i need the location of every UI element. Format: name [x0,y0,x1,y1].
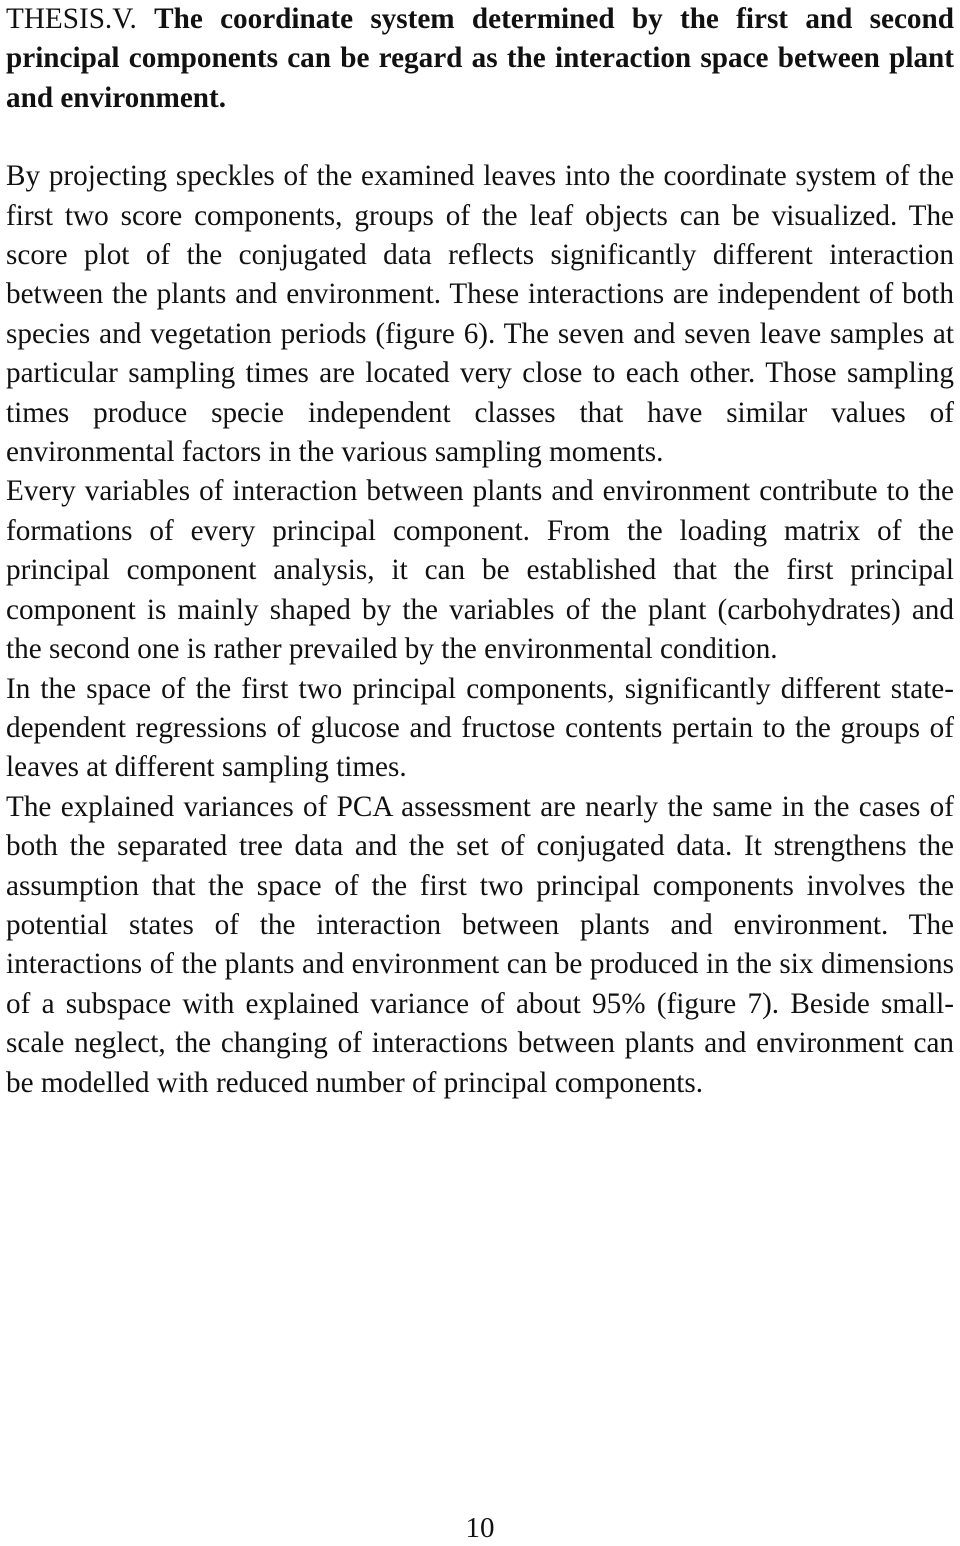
paragraph-4: The explained variances of PCA assessment are nearly the same in the cases of both the separated tree data and the set of conjugated data. It strengthens the assumption that the space of the first two principal components involves the potential states of the interaction between plants and environment. The interactions of the plants and environment can be produced in the six dimensions of a subspace with explained variance of about 95% (figure 7). Beside small-scale neglect, the changing of interactions between plants and environment can be modelled with reduced number of principal components. [6,790,954,1099]
paragraph-2: Every variables of interaction between plants and environment contribute to the formations of every principal component. From the loading matrix of the principal component analysis, it can be established that the first principal component is mainly shaped by the variables of the plant (carbohydrates) and the second one is rather prevailed by the environmental condition. [6,475,954,666]
thesis-heading [6,0,954,118]
body-text [6,0,954,1103]
thesis-label: THESIS.V. [6,3,137,35]
paragraph-3: In the space of the first two principal components, significantly different state-dependent regressions of glucose and fructose contents pertain to the groups of leaves at different sampling times. [6,672,954,784]
paragraph-gap [6,118,954,157]
thesis-statement: The coordinate system determined by the first and second principal components can be regard as the interaction space between plant and environment. [6,3,954,114]
paragraph-1: By projecting speckles of the examined leaves into the coordinate system of the first two score components, groups of the leaf objects can be visualized. The score plot of the conjugated data reflects significantly different interaction between the plants and environment. These interactions are independent of both species and vegetation periods (figure 6). The seven and seven leave samples at particular sampling times are located very close to each other. Those sampling times produce specie independent classes that have similar values of environmental factors in the various sampling moments. [6,160,954,469]
page-number: 10 [465,1512,495,1544]
